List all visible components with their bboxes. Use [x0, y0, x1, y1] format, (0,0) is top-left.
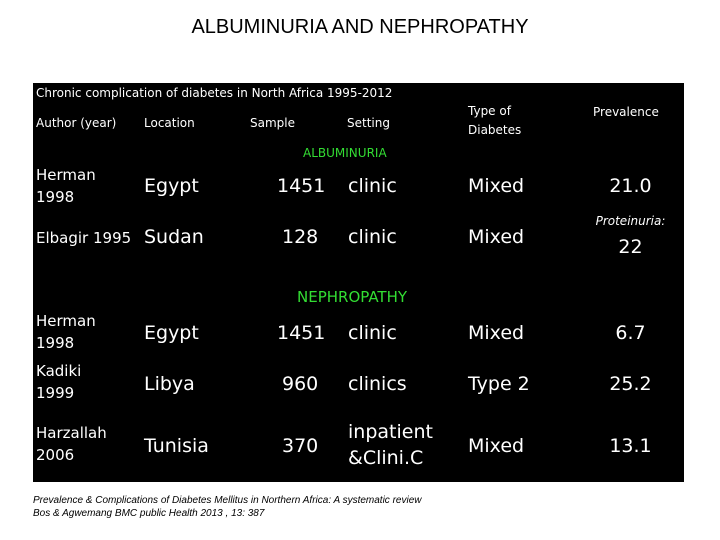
header-setting: Setting — [347, 116, 390, 130]
citation-line: Prevalence & Complications of Diabetes Mellitus in Northern Africa: A systematic review — [33, 495, 422, 506]
table-row-sample: 960 — [282, 373, 319, 395]
table-row-setting-line1: inpatient — [348, 421, 433, 443]
table-row-author-line2: 1998 — [36, 188, 75, 206]
table-row-location: Libya — [144, 373, 195, 395]
table-row-setting: clinic — [348, 322, 397, 344]
section-label-albuminuria: ALBUMINURIA — [303, 146, 387, 160]
table-row-type: Mixed — [468, 322, 525, 344]
table-row-prevalence: 6.7 — [615, 322, 646, 344]
table-row-author-line1: Kadiki — [36, 362, 82, 380]
table-row-setting: clinic — [348, 175, 397, 197]
table-row-sample: 1451 — [277, 322, 326, 344]
table-row-prevalence-note: Proteinuria: — [595, 214, 666, 228]
header-type-line1: Type of — [468, 104, 511, 118]
table-row-setting: clinics — [348, 373, 407, 395]
table-row-location: Tunisia — [144, 435, 209, 457]
table-row-type: Mixed — [468, 175, 525, 197]
table-row-type: Type 2 — [468, 373, 530, 395]
table-row-sample: 370 — [282, 435, 319, 457]
table-row-setting-line2: &Clini.C — [348, 447, 424, 469]
table-row-location: Egypt — [144, 175, 199, 197]
table-row-author-line1: Herman — [36, 312, 96, 330]
header-author: Author (year) — [36, 116, 117, 130]
citation-footer — [33, 495, 421, 520]
table-row-location: Egypt — [144, 322, 199, 344]
table-row-author-line1: Harzallah — [36, 424, 107, 442]
table-row-prevalence: 25.2 — [609, 373, 652, 395]
table-row-author: Elbagir 1995 — [36, 229, 132, 247]
table-row-prevalence: 13.1 — [609, 435, 652, 457]
table-row-prevalence: 21.0 — [609, 175, 652, 197]
citation-line: Bos & Agwemang BMC public Health 2013 , 13: 387 — [33, 507, 265, 519]
table-row-sample: 1451 — [277, 175, 326, 197]
table-row-author-line2: 1999 — [36, 384, 75, 402]
table-row-type: Mixed — [468, 226, 525, 248]
table-row-sample: 128 — [282, 226, 319, 248]
table-row-setting: clinic — [348, 226, 397, 248]
table-row-prevalence: 22 — [618, 236, 643, 258]
page-title: ALBUMINURIA AND NEPHROPATHY — [191, 16, 529, 38]
header-type-line2: Diabetes — [468, 123, 522, 137]
table-row-author-line1: Herman — [36, 166, 96, 184]
table-subtitle: Chronic complication of diabetes in North Africa 1995-2012 — [36, 86, 393, 100]
data-table-panel — [33, 83, 684, 482]
header-sample: Sample — [250, 116, 295, 130]
table-row-location: Sudan — [144, 226, 204, 248]
table-row-type: Mixed — [468, 435, 525, 457]
table-row-author-line2: 2006 — [36, 446, 75, 464]
section-label-nephropathy: NEPHROPATHY — [297, 288, 408, 306]
header-location: Location — [144, 116, 195, 130]
table-row-author-line2: 1998 — [36, 334, 75, 352]
header-prevalence: Prevalence — [593, 105, 659, 119]
